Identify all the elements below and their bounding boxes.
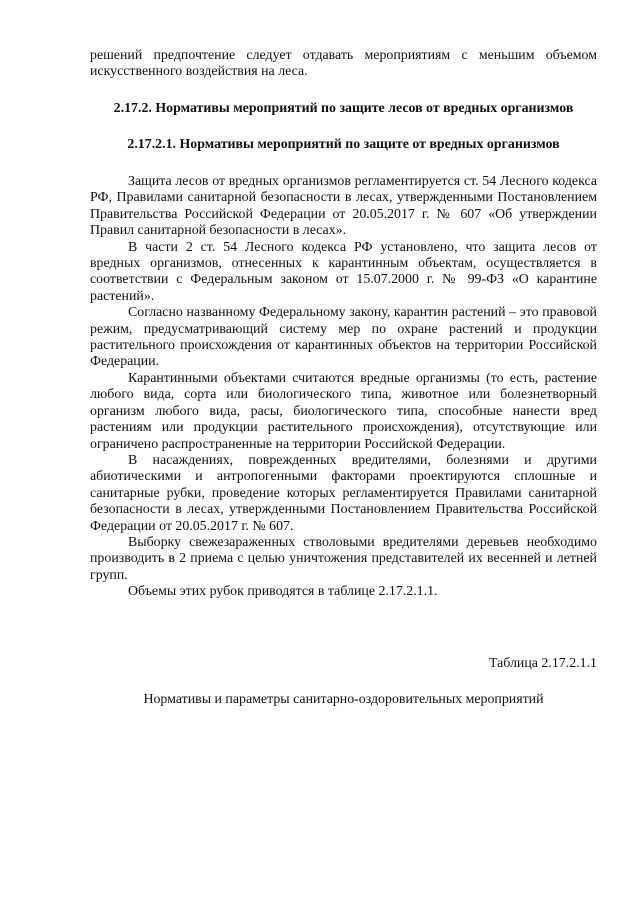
paragraph: Карантинными объектами считаются вредные организмы (то есть, растение любого вида, сорта или биологического типа, животное или болезнетворный организм любого вида, расы, биологического типа, способные нанести вред растениям или продукции растительного происхождения), отсутствующие или ограничено распространенные на территории Российской Федерации. bbox=[90, 370, 597, 452]
section-heading: 2.17.2. Нормативы мероприятий по защите лесов от вредных организмов bbox=[113, 101, 574, 116]
body-text bbox=[90, 174, 597, 601]
paragraph: Объемы этих рубок приводятся в таблице 2.17.2.1.1. bbox=[128, 584, 438, 600]
paragraph: В части 2 ст. 54 Лесного кодекса РФ установлено, что защита лесов от вредных организмов, отнесенных к карантинным объектам, осуществляется в соответствии с Федеральным законом от 15.07.2000 г. № 99-ФЗ «О карантине растений». bbox=[90, 239, 597, 304]
table-label: Таблица 2.17.2.1.1 bbox=[488, 656, 597, 671]
subsection-heading: 2.17.2.1. Нормативы мероприятий по защите от вредных организмов bbox=[127, 137, 560, 152]
paragraph: Согласно названному Федеральному закону, карантин растений – это правовой режим, предусматривающий систему мер по охране растений и продукции растительного происхождения от карантинных объектов на территории Российской Федерации. bbox=[90, 305, 597, 370]
intro-paragraph: решений предпочтение следует отдавать мероприятиям с меньшим объемом искусственного воздействия на леса. bbox=[90, 48, 597, 80]
paragraph: Выборку свежезараженных стволовыми вредителями деревьев необходимо производить в 2 приема с целью уничтожения представителей их весенней и летней групп. bbox=[90, 534, 597, 583]
table-title: Нормативы и параметры санитарно-оздоровительных мероприятий bbox=[143, 692, 544, 707]
paragraph: Защита лесов от вредных организмов регламентируется ст. 54 Лесного кодекса РФ, Правилами санитарной безопасности в лесах, утвержденными Постановлением Правительства Российской Федерации от 20.05.2017 г. № 607 «Об утверждении Правил санитарной безопасности в лесах». bbox=[90, 174, 597, 239]
paragraph: В насаждениях, поврежденных вредителями, болезнями и другими абиотическими и антропогенными факторами проектируются сплошные и санитарные рубки, проведение которых регламентируется Правилами санитарной безопасности в лесах, утвержденными Постановлением Правительства Российской Федерации от 20.05.2017 г. № 607. bbox=[90, 452, 597, 534]
